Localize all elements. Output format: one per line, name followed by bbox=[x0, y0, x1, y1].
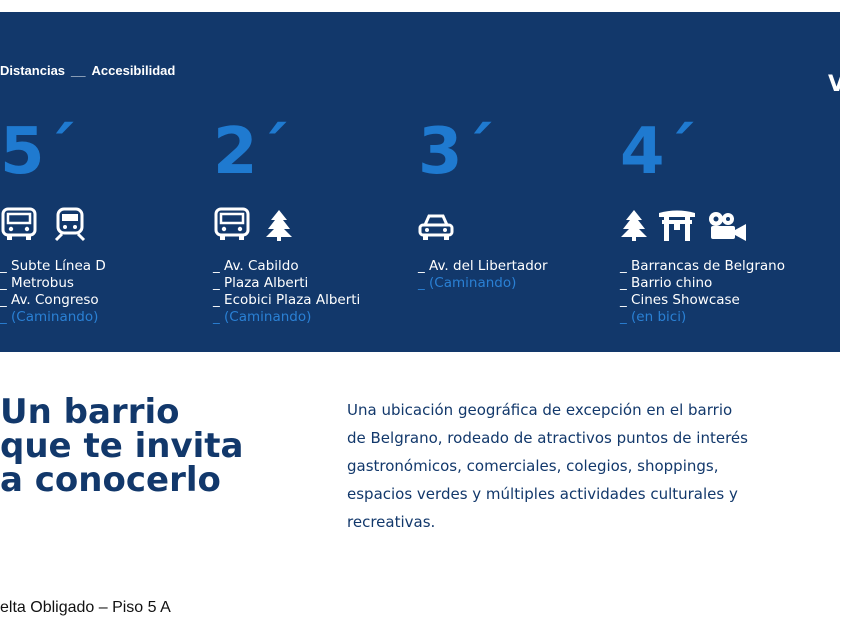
bus-icon bbox=[213, 207, 251, 241]
description-line: de Belgrano, rodeado de atractivos puntos de interés bbox=[347, 429, 748, 447]
tree-icon bbox=[265, 209, 293, 241]
places-list bbox=[0, 258, 106, 326]
transport-icons bbox=[213, 205, 293, 241]
transport-icons bbox=[620, 205, 748, 241]
description-line: Una ubicación geográfica de excepción en el barrio bbox=[347, 401, 733, 419]
movie-camera-icon bbox=[706, 211, 748, 241]
bus-icon bbox=[0, 207, 38, 241]
distance-minutes: 3´ bbox=[418, 115, 495, 189]
distance-minutes: 5´ bbox=[0, 115, 77, 189]
travel-mode: _ (Caminando) bbox=[0, 309, 99, 325]
list-item: _ Barrio chino bbox=[620, 275, 713, 291]
places-list bbox=[620, 258, 785, 326]
transport-icons bbox=[418, 205, 454, 241]
distance-minutes: 4´ bbox=[620, 115, 697, 189]
description-line: espacios verdes y múltiples actividades culturales y bbox=[347, 485, 738, 503]
transport-icons bbox=[0, 205, 88, 241]
distances-banner bbox=[0, 12, 846, 352]
distance-minutes: 2´ bbox=[213, 115, 290, 189]
description bbox=[347, 396, 847, 536]
list-item: _ Av. Congreso bbox=[0, 292, 99, 308]
places-list bbox=[213, 258, 360, 326]
headline-line: que te invita bbox=[0, 426, 244, 466]
list-item: _ Cines Showcase bbox=[620, 292, 740, 308]
list-item: _ Av. del Libertador bbox=[418, 258, 548, 274]
list-item: _ Metrobus bbox=[0, 275, 74, 291]
travel-mode: _ (Caminando) bbox=[418, 275, 517, 291]
travel-mode: _ (Caminando) bbox=[213, 309, 312, 325]
list-item: _ Barrancas de Belgrano bbox=[620, 258, 785, 274]
description-line: gastronómicos, comerciales, colegios, shoppings, bbox=[347, 457, 719, 475]
tab-distancias[interactable]: Distancias bbox=[0, 63, 66, 78]
list-item: _ Subte Línea D bbox=[0, 258, 106, 274]
tree-icon bbox=[620, 209, 648, 241]
places-list bbox=[418, 258, 548, 292]
list-item: _ Av. Cabildo bbox=[213, 258, 299, 274]
headline-line: Un barrio bbox=[0, 392, 180, 432]
tab-accesibilidad[interactable]: Accesibilidad bbox=[91, 63, 176, 78]
tab-separator: __ bbox=[71, 63, 86, 78]
list-item: _ Plaza Alberti bbox=[213, 275, 309, 291]
footer-address: elta Obligado – Piso 5 A bbox=[0, 599, 171, 616]
chinese-gate-icon bbox=[658, 209, 696, 241]
tabs-bar bbox=[0, 63, 175, 78]
description-line: recreativas. bbox=[347, 513, 436, 531]
train-icon bbox=[52, 207, 88, 241]
car-icon bbox=[418, 213, 454, 241]
headline bbox=[0, 392, 244, 500]
travel-mode: _ (en bici) bbox=[620, 309, 687, 325]
list-item: _ Ecobici Plaza Alberti bbox=[213, 292, 361, 308]
headline-line: a conocerlo bbox=[0, 460, 221, 500]
corner-mark: V bbox=[828, 72, 846, 97]
